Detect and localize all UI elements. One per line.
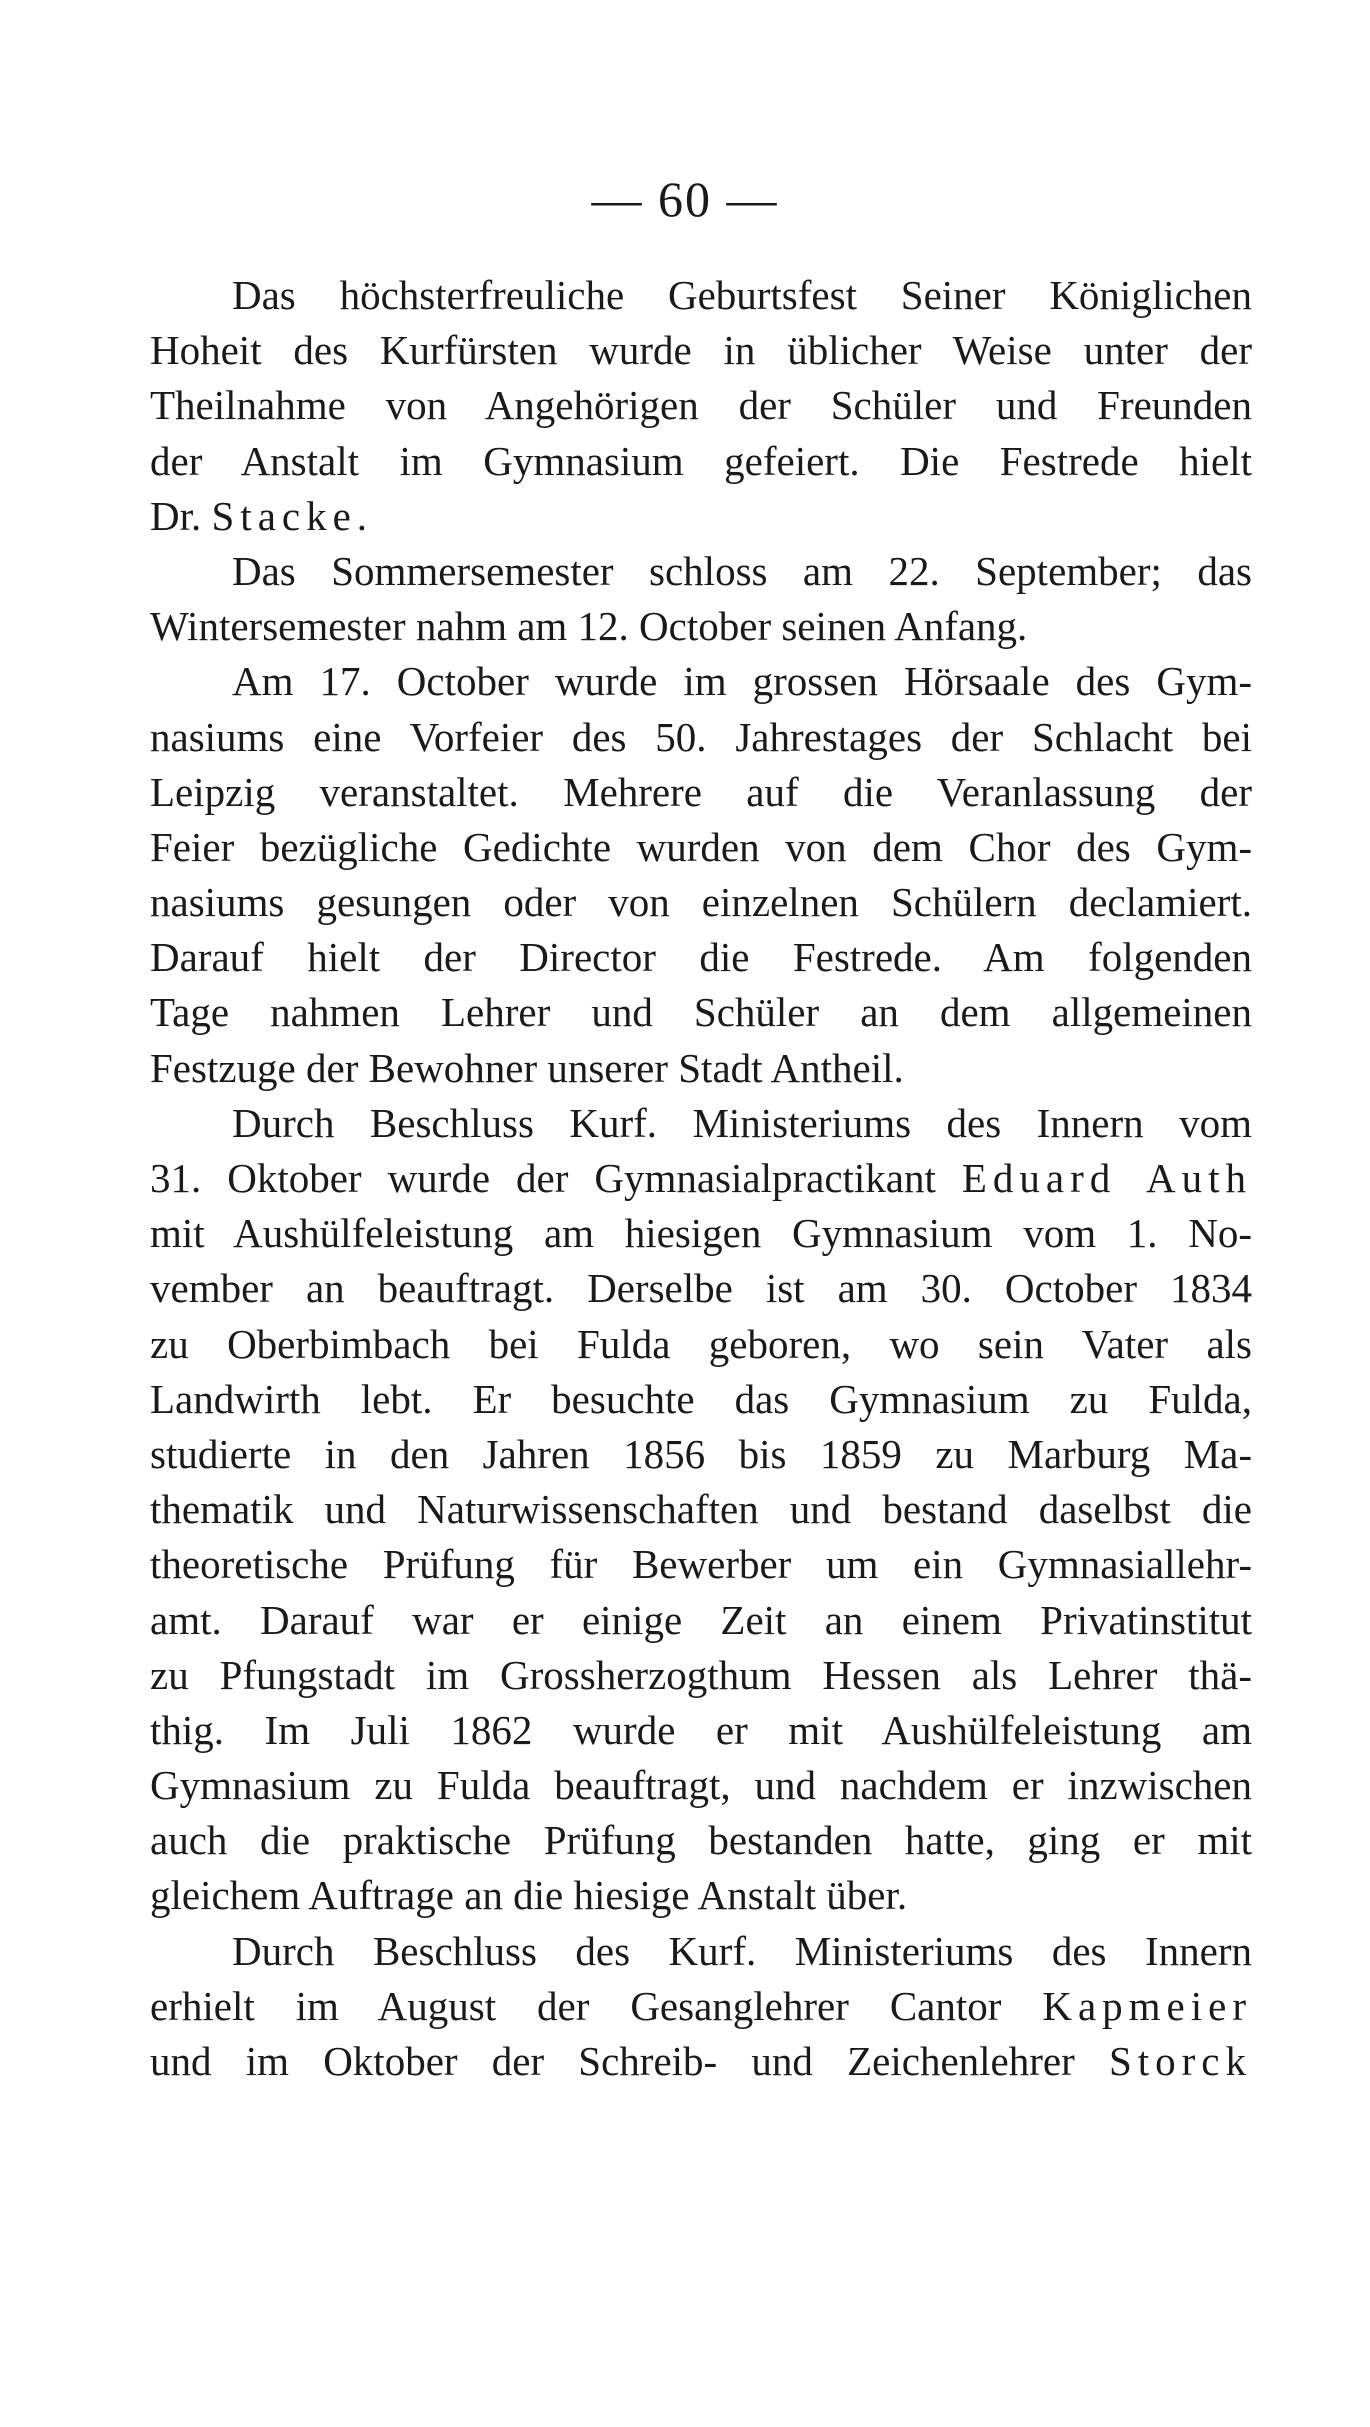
text-line: Wintersemester nahm am 12. October seinen Anfang. [150, 603, 1028, 650]
text-line: Leipzig veranstaltet. Mehrere auf die Veranlassung der [150, 768, 1252, 815]
text-line: Landwirth lebt. Er besuchte das Gymnasium zu Fulda, [150, 1375, 1252, 1422]
text-line: amt. Darauf war er einige Zeit an einem Privatinstitut [150, 1596, 1252, 1643]
body-text [150, 268, 1252, 2089]
text-line: Tage nahmen Lehrer und Schüler an dem allgemeinen [150, 989, 1252, 1036]
text-line: Das höchsterfreuliche Geburtsfest Seiner Königlichen [232, 272, 1252, 318]
text-line: vember an beauftragt. Derselbe ist am 30. October 1834 [150, 1265, 1252, 1312]
text-line: zu Oberbimbach bei Fulda geboren, wo sein Vater als [150, 1320, 1252, 1367]
text-line: studierte in den Jahren 1856 bis 1859 zu Marburg Ma- [150, 1430, 1252, 1477]
text-line: Festzuge der Bewohner unserer Stadt Antheil. [150, 1044, 904, 1091]
text-line: Feier bezügliche Gedichte wurden von dem Chor des Gym- [150, 823, 1252, 870]
text-line: theoretische Prüfung für Bewerber um ein Gymnasiallehr- [150, 1541, 1252, 1588]
text-line: Dr. Stacke. [150, 492, 368, 539]
text-line: der Anstalt im Gymnasium gefeiert. Die Festrede hielt [150, 437, 1252, 484]
text-line: zu Pfungstadt im Grossherzogthum Hessen als Lehrer thä- [150, 1651, 1252, 1698]
text-line: Hoheit des Kurfürsten wurde in üblicher Weise unter der [150, 327, 1252, 374]
text-line: 31. Oktober wurde der Gymnasialpractikant Eduard Auth [150, 1155, 1252, 1201]
text-line: thematik und Naturwissenschaften und bestand daselbst die [150, 1486, 1252, 1533]
text-line: Durch Beschluss des Kurf. Ministeriums des Innern [232, 1927, 1252, 1974]
text-line: Darauf hielt der Director die Festrede. Am folgenden [150, 934, 1252, 981]
text-line: Gymnasium zu Fulda beauftragt, und nachdem er inzwischen [150, 1762, 1252, 1809]
spaced-name: Storck [1108, 2038, 1252, 2084]
text-line: erhielt im August der Gesanglehrer Cantor Kapmeier [150, 1982, 1252, 2029]
text-line: und im Oktober der Schreib- und Zeichenlehrer Storck [150, 2038, 1252, 2084]
text-line: auch die praktische Prüfung bestanden hatte, ging er mit [150, 1817, 1252, 1864]
spaced-name: Stacke [211, 492, 357, 539]
text-line: Das Sommersemester schloss am 22. September; das [232, 547, 1252, 594]
text-line: thig. Im Juli 1862 wurde er mit Aushülfeleistung am [150, 1706, 1252, 1753]
text-line: gleichem Auftrage an die hiesige Anstalt über. [150, 1872, 908, 1919]
text-line: nasiums gesungen oder von einzelnen Schülern declamiert. [150, 879, 1252, 926]
text-line: mit Aushülfeleistung am hiesigen Gymnasium vom 1. No- [150, 1210, 1252, 1257]
text-line: Durch Beschluss Kurf. Ministeriums des Innern vom [232, 1099, 1252, 1146]
page-number: — 60 — [591, 171, 779, 227]
text-line: Am 17. October wurde im grossen Hörsaale des Gym- [232, 658, 1252, 705]
spaced-name: Eduard Auth [961, 1155, 1252, 1201]
text-line: Theilnahme von Angehörigen der Schüler und Freunden [150, 382, 1252, 429]
text-line: nasiums eine Vorfeier des 50. Jahrestages der Schlacht bei [150, 713, 1252, 760]
spaced-name: Kapmeier [1042, 1982, 1252, 2029]
